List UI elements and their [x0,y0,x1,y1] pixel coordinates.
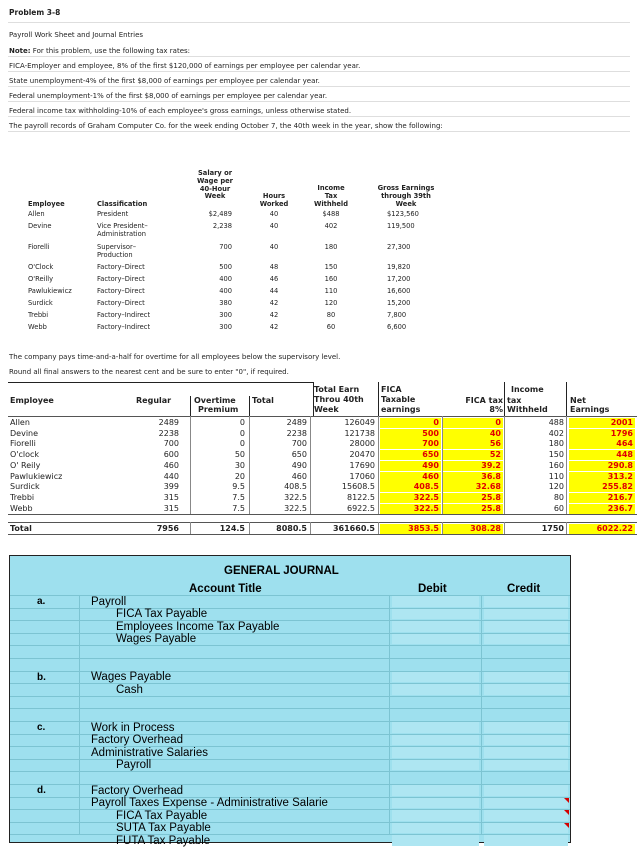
ws-fica-taxable: 0 [380,418,441,428]
ws-employee: Pawlukiewicz [10,471,63,481]
ws-net: 255.82 [569,482,635,492]
ws-regular: 315 [163,503,179,513]
journal-debit-input[interactable] [392,722,479,733]
divider [8,101,630,102]
records-header-employee: Employee [28,200,65,208]
general-journal [9,555,571,847]
ws-rule [8,522,637,523]
ws-regular: 399 [163,482,179,492]
ws-total: 408.5 [284,482,307,492]
ws-header-overtime-2: Premium [198,405,239,414]
records-income-tax: 110 [324,287,338,295]
records-hours: 48 [269,263,279,271]
ws-fica-tax: 0 [443,418,503,428]
journal-credit-input[interactable] [484,735,568,746]
round-note: Round all final answers to the nearest cent and be sure to enter "0", if required. [9,368,289,376]
records-gross: $123,560 [387,210,419,218]
ws-through40: 17060 [349,471,375,481]
ws-employee: Webb [10,503,33,513]
journal-debit-input[interactable] [392,785,479,796]
ws-regular: 2238 [158,428,179,438]
journal-account-line: Factory Overhead [91,784,184,797]
records-classification: Factory–Direct [97,299,145,307]
journal-debit-input[interactable] [392,672,479,683]
rate-fica: FICA-Employer and employee, 8% of the first $120,000 of earnings per employee per calendar year. [9,62,361,70]
records-employee: Surdick [28,299,53,307]
journal-debit-input[interactable] [392,760,479,771]
records-intro: The payroll records of Graham Computer Co. for the week ending October 7, the 40th week in the year, show the following: [9,122,443,130]
records-salary: 380 [219,299,232,307]
records-header-classification: Classification [97,200,148,208]
ws-rule [8,534,637,535]
journal-row-line [9,708,571,709]
journal-account-line: Work in Process [91,721,175,734]
records-salary: 300 [219,323,232,331]
ws-header-fica-taxable-2: Taxable [381,395,416,404]
records-hours: 40 [269,210,279,218]
ws-total: 650 [291,450,307,460]
journal-credit-input[interactable] [484,798,568,809]
ws-rule [190,522,191,534]
journal-credit-input[interactable] [484,760,568,771]
records-classification: Vice President– [97,222,148,230]
ws-income-tax: 60 [553,503,564,513]
payroll-worksheet [8,382,637,536]
ws-through40: 20470 [349,450,375,460]
records-header-hours: Hours Worked [259,192,289,208]
ws-total-through40: 361660.5 [332,524,375,533]
ws-rule [313,382,314,416]
journal-account-line: FUTA Tax Payable [116,834,211,847]
ws-regular: 315 [163,492,179,502]
ws-income-tax: 80 [553,492,564,502]
ws-income-tax: 160 [548,460,564,470]
records-gross: 27,300 [387,243,411,251]
journal-debit-input[interactable] [392,609,479,620]
journal-credit-input[interactable] [484,785,568,796]
journal-credit-input[interactable] [484,810,568,821]
ws-header-fica-taxable: FICA [381,385,402,394]
ws-fica-taxable: 408.5 [380,482,441,492]
records-employee: Devine [28,222,52,230]
journal-credit-input[interactable] [484,609,568,620]
ws-overtime: 9.5 [232,482,245,492]
journal-credit-input[interactable] [484,621,568,632]
ws-fica-tax: 36.8 [443,472,503,482]
journal-account-line: Wages Payable [116,633,197,646]
records-hours: 44 [269,287,279,295]
ws-header-income-3: Withheld [507,405,548,414]
ws-rule [378,522,379,534]
ws-employee: Trebbi [10,492,35,502]
records-employee: Trebbi [28,311,49,319]
journal-account-line: Administrative Salaries [91,746,208,759]
records-income-tax: 120 [324,299,338,307]
ws-overtime: 7.5 [232,503,245,513]
ws-regular: 460 [163,460,179,470]
ws-fica-taxable: 322.5 [380,504,441,514]
records-hours: 42 [269,323,279,331]
ws-fica-taxable: 460 [380,472,441,482]
journal-debit-input[interactable] [392,634,479,645]
journal-account-line: SUTA Tax Payable [116,822,211,835]
records-employee: O'Clock [28,263,54,271]
records-employee: Allen [28,210,45,218]
journal-col-account: Account Title [189,583,262,595]
ws-fica-tax: 56 [443,439,503,449]
records-classification: Factory–Indirect [97,323,151,331]
ws-net: 236.7 [569,504,635,514]
records-gross: 19,820 [387,263,411,271]
ws-through40: 28000 [349,439,375,449]
journal-col-line [481,595,482,834]
records-employee: O'Reilly [28,275,54,283]
ws-net: 313.2 [569,472,635,482]
journal-debit-input[interactable] [392,798,479,809]
ws-total: 2489 [286,418,307,427]
ws-rule [190,416,191,514]
journal-debit-input[interactable] [392,684,479,695]
ws-employee: Fiorelli [10,439,36,449]
records-gross: 15,200 [387,299,411,307]
ws-header-total-earn: Total Earn [314,385,360,394]
ws-total: 322.5 [284,503,307,513]
ws-employee: Allen [10,418,30,427]
ws-rule [8,382,313,383]
note-label: Note: [9,47,31,55]
journal-debit-input[interactable] [392,823,479,834]
ws-rule [8,514,637,515]
records-hours: 46 [269,275,279,283]
journal-title: GENERAL JOURNAL [224,565,339,577]
ws-through40: 6922.5 [347,503,375,513]
journal-border [9,555,10,843]
ws-header-net-2: Earnings [570,405,610,414]
journal-credit-input[interactable] [484,684,568,695]
ws-income-tax: 488 [548,418,564,427]
ws-total-label: Total [10,524,32,533]
problem-title: Problem 3-8 [9,8,61,17]
records-classification: Factory–Direct [97,263,145,271]
ws-rule [504,382,505,416]
ws-total: 2238 [286,428,307,438]
rate-state-unemployment: State unemployment-4% of the first $8,000 of earnings per employee per calendar year. [9,77,320,85]
records-classification: President [97,210,129,218]
error-flag-icon [564,823,569,828]
records-classification: Administration [97,230,146,238]
journal-debit-input[interactable] [392,596,479,607]
journal-entry-label: a. [37,596,46,607]
records-income-tax: 80 [326,311,336,319]
records-gross: 16,600 [387,287,411,295]
records-gross: 17,200 [387,275,411,283]
ws-income-tax: 402 [548,428,564,438]
journal-debit-input[interactable] [392,810,479,821]
journal-col-line [389,595,390,834]
divider [8,71,630,72]
records-employee: Fiorelli [28,243,50,251]
note-text: For this problem, use the following tax rates: [30,47,191,55]
ws-overtime: 0 [239,428,245,438]
ws-through40: 17690 [349,460,375,470]
ws-overtime: 7.5 [232,492,245,502]
journal-entry-label: d. [37,785,46,796]
journal-col-credit: Credit [507,583,541,595]
journal-account-line: Payroll [116,759,152,772]
ws-total-fica-taxable: 3853.5 [380,524,441,534]
journal-account-line: FICA Tax Payable [116,809,208,822]
ws-total: 700 [291,439,307,449]
ws-overtime: 0 [239,439,245,449]
ws-employee: Surdick [10,482,40,492]
records-income-tax: 160 [324,275,338,283]
journal-row-line [9,645,571,646]
ws-through40: 126049 [344,418,375,427]
rate-federal-unemployment: Federal unemployment-1% of the first $8,000 of earnings per employee per calendar year. [9,92,328,100]
journal-account-line: Factory Overhead [91,734,184,747]
ws-rule [378,416,379,514]
ws-net: 1796 [569,429,635,439]
intro-title: Payroll Work Sheet and Journal Entries [9,31,144,39]
divider [8,56,630,57]
ws-fica-tax: 25.8 [443,493,503,503]
ws-header-income-2: tax [507,396,522,405]
records-salary: 2,238 [212,222,232,230]
journal-credit-input[interactable] [484,672,568,683]
ws-overtime: 20 [234,471,245,481]
journal-row-line [9,696,571,697]
ws-fica-tax: 40 [443,429,503,439]
divider [8,116,630,117]
ws-total: 322.5 [284,492,307,502]
overtime-note: The company pays time-and-a-half for overtime for all employees below the supervisory level. [9,353,341,361]
ws-fica-tax: 32.68 [443,482,503,492]
ws-fica-tax: 25.8 [443,504,503,514]
records-header-salary: Salary or Wage per 40-Hour Week [197,169,233,201]
ws-total-overtime: 124.5 [219,524,245,533]
intro-note [9,47,190,55]
ws-fica-taxable: 700 [380,439,441,449]
ws-employee: O'clock [10,450,40,460]
journal-credit-input[interactable] [484,747,568,758]
journal-account-line: FICA Tax Payable [116,608,208,621]
journal-credit-input[interactable] [484,722,568,733]
records-income-tax: 150 [324,263,338,271]
ws-header-net: Net [570,396,586,405]
ws-income-tax: 150 [548,450,564,460]
ws-net: 2001 [569,418,635,428]
records-salary: 400 [219,287,232,295]
journal-entry-label: c. [37,722,46,733]
journal-entry-label: b. [37,671,46,683]
records-salary: 300 [219,311,232,319]
records-hours: 42 [269,311,279,319]
ws-regular: 2489 [158,418,179,427]
ws-header-fica-taxable-3: earnings [381,405,421,414]
ws-header-income: Income [511,385,544,394]
ws-overtime: 30 [234,460,245,470]
records-income-tax: 60 [326,323,336,331]
ws-overtime: 50 [234,450,245,460]
ws-header-regular: Regular [136,396,172,405]
records-income-tax: 180 [324,243,338,251]
journal-credit-input[interactable] [484,835,568,846]
journal-account-line: Employees Income Tax Payable [116,620,280,633]
ws-header-fica-tax: FICA tax [465,396,503,405]
ws-regular: 440 [163,471,179,481]
ws-net: 290.8 [569,461,635,471]
records-hours: 40 [269,222,279,230]
ws-income-tax: 180 [548,439,564,449]
ws-income-tax: 120 [548,482,564,492]
ws-header-employee: Employee [10,396,54,405]
ws-income-tax: 110 [548,471,564,481]
ws-through40: 8122.5 [347,492,375,502]
ws-fica-taxable: 322.5 [380,493,441,503]
journal-row-line [9,658,571,659]
divider [8,22,630,23]
divider [8,131,630,132]
records-gross: 6,600 [387,323,407,331]
ws-rule [249,522,250,534]
ws-fica-tax: 52 [443,450,503,460]
records-header-gross: Gross Earnings through 39th Week [377,184,435,208]
journal-debit-input[interactable] [392,735,479,746]
journal-debit-input[interactable] [392,747,479,758]
journal-border [9,555,571,556]
records-employee: Webb [28,323,47,331]
ws-rule [378,382,379,416]
ws-total-regular: 7956 [156,524,179,533]
journal-debit-input[interactable] [392,621,479,632]
journal-row-line [9,771,571,772]
records-classification: Factory–Indirect [97,311,151,319]
ws-header-total-earn-3: Week [314,405,339,414]
ws-rule [8,416,637,417]
journal-border [570,555,571,843]
records-hours: 42 [269,299,279,307]
ws-regular: 600 [163,450,179,460]
ws-overtime: 0 [239,418,245,427]
records-salary: 700 [219,243,232,251]
ws-rule [566,416,567,514]
ws-rule [249,416,250,514]
journal-account-line: Payroll [91,595,127,608]
ws-fica-tax: 39.2 [443,461,503,471]
records-classification: Factory–Direct [97,287,145,295]
records-salary: 400 [219,275,232,283]
records-salary: 500 [219,263,232,271]
ws-header-overtime: Overtime [194,396,236,405]
ws-total: 490 [291,460,307,470]
error-flag-icon [564,798,569,803]
ws-net: 448 [569,450,635,460]
ws-rule [249,396,250,416]
journal-credit-input[interactable] [484,634,568,645]
ws-net: 216.7 [569,493,635,503]
ws-employee: Devine [10,428,39,438]
records-classification: Production [97,251,133,259]
ws-header-fica-tax-2: 8% [489,405,503,414]
ws-rule [190,396,191,416]
records-income-tax: 402 [324,222,338,230]
ws-fica-taxable: 490 [380,461,441,471]
records-gross: 119,500 [387,222,415,230]
ws-total-fica-tax: 308.28 [443,524,503,534]
ws-total-income-tax: 1750 [541,524,564,533]
journal-account-line: Wages Payable [91,671,172,684]
records-income-tax: $488 [322,210,340,218]
ws-through40: 15608.5 [341,482,375,492]
journal-credit-input[interactable] [484,823,568,834]
records-employee: Pawlukiewicz [28,287,72,295]
journal-credit-input[interactable] [484,596,568,607]
journal-account-line: Payroll Taxes Expense - Administrative Salarie [91,797,328,810]
records-salary: $2,489 [208,210,232,218]
journal-account-line: Cash [116,683,143,696]
ws-rule [566,522,567,534]
journal-col-debit: Debit [418,583,447,595]
ws-total: 460 [291,471,307,481]
ws-fica-taxable: 650 [380,450,441,460]
journal-col-line [79,595,80,834]
records-classification: Supervisor– [97,243,137,251]
records-hours: 40 [269,243,279,251]
records-classification: Factory–Direct [97,275,145,283]
divider [8,86,630,87]
journal-debit-input[interactable] [392,835,479,846]
ws-total-total: 8080.5 [276,524,307,533]
ws-total-net: 6022.22 [569,524,635,534]
ws-employee: O' Reily [10,460,41,470]
ws-through40: 121738 [344,428,375,438]
error-flag-icon [564,810,569,815]
ws-rule [566,382,567,416]
ws-regular: 700 [163,439,179,449]
ws-header-total-earn-2: Throu 40th [314,395,364,404]
records-gross: 7,800 [387,311,407,319]
ws-net: 464 [569,439,635,449]
rate-income-tax: Federal income tax withholding-10% of each employee's gross earnings, unless otherwise stated. [9,107,352,115]
records-header-income-tax: Income Tax Withheld [313,184,348,208]
ws-header-total: Total [252,396,274,405]
ws-fica-taxable: 500 [380,429,441,439]
